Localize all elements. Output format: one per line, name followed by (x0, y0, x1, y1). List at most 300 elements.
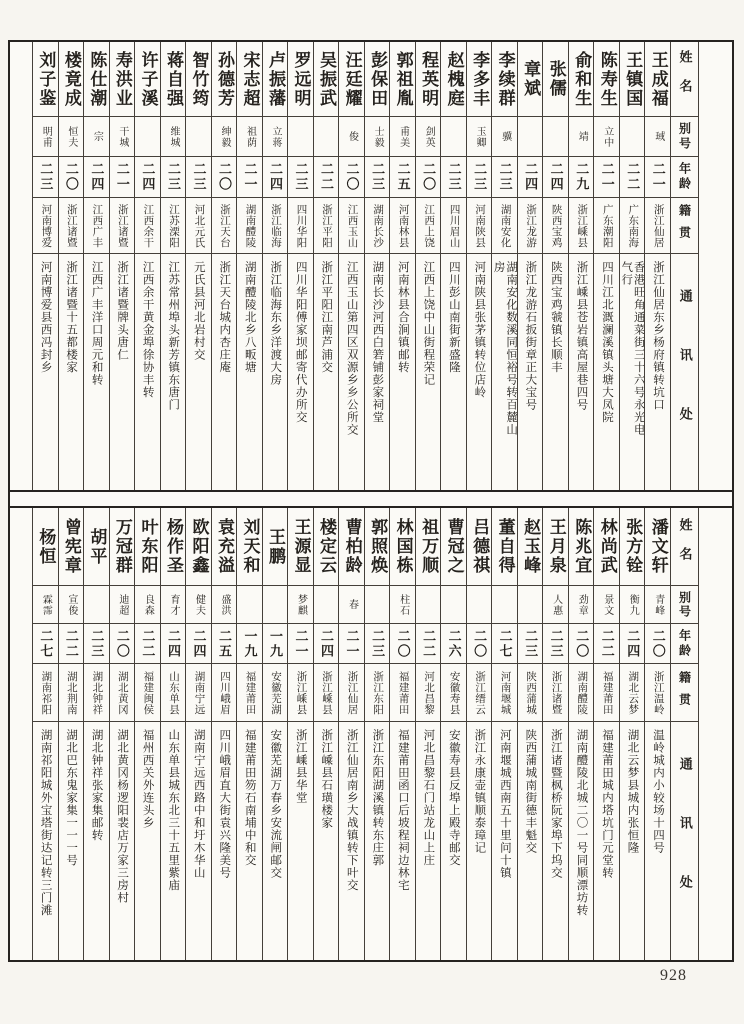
entry-alias: 俊 (346, 131, 358, 142)
entry-age: 二七 (497, 628, 513, 659)
entry-age-cell (33, 624, 58, 664)
entry-alias-cell (416, 586, 441, 624)
entry-age: 二三 (293, 162, 309, 192)
entry-alias: 青峰 (652, 593, 664, 616)
entry-column (542, 508, 568, 960)
entry-address-cell (467, 722, 492, 960)
entry-age-cell (186, 157, 211, 198)
entry-age: 二一 (344, 628, 360, 659)
entry-name: 王月泉 (546, 518, 566, 575)
header-age-label: 年龄 (677, 162, 692, 192)
entry-name-cell (263, 42, 288, 117)
header-native-place-cell (671, 664, 698, 722)
header-alias-cell (671, 586, 698, 624)
entry-alias-cell (543, 117, 568, 157)
entry-alias-cell (314, 117, 339, 157)
entry-alias: 育才 (167, 593, 179, 616)
entry-age: 二〇 (650, 628, 666, 659)
entry-name: 林尚武 (597, 518, 617, 575)
entry-alias: 衡九 (627, 593, 639, 616)
entry-address-cell (135, 722, 160, 960)
entry-age-cell (543, 157, 568, 198)
entry-age-cell (518, 624, 543, 664)
entry-address: 安徽寿县反埠上殿寺邮交 (447, 729, 460, 867)
entry-age: 二三 (370, 628, 386, 659)
entry-name: 张儒 (546, 60, 566, 98)
entry-age-cell (110, 157, 135, 198)
entry-name: 智竹筠 (189, 50, 209, 108)
entry-name-cell (59, 508, 84, 586)
entry-age-cell (59, 624, 84, 664)
entry-alias-cell (288, 586, 313, 624)
entry-name: 汪廷耀 (342, 50, 362, 108)
entry-address-cell (84, 722, 109, 960)
entry-native-place: 江西上饶 (423, 203, 435, 248)
entry-address: 江苏常州埠头新芳镇东唐门 (167, 261, 180, 411)
entry-address: 四川华阳傅家坝邮寄代办所交 (294, 261, 307, 424)
entry-native-place-cell (84, 664, 109, 722)
entry-alias-cell (339, 586, 364, 624)
entry-address: 福建莆田函口后坡程祠边林宅 (396, 729, 409, 892)
entry-address: 江西余干黄金埠徐协丰转 (141, 261, 154, 399)
entry-age: 二七 (38, 628, 54, 659)
entry-alias-cell (161, 586, 186, 624)
entry-address-cell (263, 722, 288, 960)
entry-address-cell (492, 722, 517, 960)
entry-address: 浙江永康壶镇顺泰璋记 (473, 729, 486, 854)
entry-address: 湖南安化数溪同恒裕号转百麓山房 (492, 261, 517, 436)
entry-alias-cell (84, 586, 109, 624)
entry-address-cell (59, 254, 84, 490)
header-age-cell (671, 624, 698, 664)
entry-column (134, 42, 160, 490)
entry-alias-cell (441, 586, 466, 624)
entry-name: 楼定云 (317, 518, 337, 575)
entry-native-place: 湖北黄冈 (116, 670, 128, 715)
entry-age: 二〇 (344, 162, 360, 192)
entry-alias-cell (416, 117, 441, 157)
entry-age-cell (237, 624, 262, 664)
entry-column (466, 508, 492, 960)
entry-alias: 梦麒 (295, 593, 307, 616)
entry-alias: 柱石 (397, 593, 409, 616)
entry-alias-cell (441, 117, 466, 157)
entry-name-cell (416, 42, 441, 117)
entry-alias: 盛洪 (218, 593, 230, 616)
entry-native-place: 江苏溧阳 (167, 203, 179, 248)
entry-name: 蒋自强 (163, 50, 183, 108)
entry-address-cell (212, 722, 237, 960)
entry-name: 张方铨 (623, 518, 643, 575)
entry-native-place-cell (339, 664, 364, 722)
entry-alias: 维城 (167, 125, 179, 148)
entry-column (593, 508, 619, 960)
entry-age: 二一 (114, 162, 130, 192)
entry-column (160, 42, 186, 490)
entry-age-cell (492, 624, 517, 664)
entry-name: 杨恒 (36, 527, 56, 566)
entry-native-place: 浙江仙居 (346, 670, 358, 715)
entry-alias: 立中 (601, 125, 613, 148)
entry-column (389, 42, 415, 490)
entry-address: 湖南宁远西路中和圩木华山 (192, 729, 205, 879)
entry-name: 楼竟成 (61, 50, 81, 108)
entry-alias: 绅毅 (218, 125, 230, 148)
entry-address: 河南陕县张茅镇转位店岭 (473, 261, 486, 399)
entry-alias-cell (365, 117, 390, 157)
entry-column (160, 508, 186, 960)
entry-name: 俞和生 (572, 50, 592, 108)
entry-address: 山东单县城东北三十五里紫庙 (167, 729, 180, 892)
entry-alias-cell (84, 117, 109, 157)
entry-age: 二〇 (63, 162, 79, 192)
entry-age: 二三 (497, 162, 513, 192)
entry-age: 二四 (140, 162, 156, 192)
entry-address-cell (110, 722, 135, 960)
entry-address-cell (288, 254, 313, 490)
entry-age-cell (620, 157, 645, 198)
entry-native-place-cell (212, 198, 237, 254)
entry-native-place: 湖北荆南 (65, 670, 77, 715)
entry-address: 河北昌黎石门站龙山上庄 (422, 729, 435, 867)
entry-alias-cell (569, 117, 594, 157)
entry-name-cell (569, 42, 594, 117)
header-age-label: 年龄 (677, 628, 692, 659)
entry-address: 浙江临海东乡洋渡大房 (269, 261, 282, 386)
entry-alias: 靖 (576, 131, 588, 142)
entry-column (211, 508, 237, 960)
entry-address-cell (594, 722, 619, 960)
entry-age: 二一 (242, 162, 258, 192)
entry-name-cell (492, 508, 517, 586)
entry-alias-cell (237, 586, 262, 624)
entry-native-place-cell (492, 664, 517, 722)
entry-age: 二四 (89, 162, 105, 192)
entry-name-cell (594, 508, 619, 586)
entry-native-place-cell (339, 198, 364, 254)
entry-native-place: 浙江诸暨 (65, 203, 77, 248)
entry-alias-cell (314, 586, 339, 624)
entry-name: 曹柏龄 (342, 518, 362, 575)
entry-native-place: 江西广丰 (91, 203, 103, 248)
entry-address-cell (645, 254, 670, 490)
entry-age: 二〇 (395, 628, 411, 659)
entry-native-place-cell (569, 198, 594, 254)
entry-name-cell (237, 508, 262, 586)
entry-age: 二四 (191, 628, 207, 659)
entry-age: 二一 (599, 162, 615, 192)
entry-age-cell (263, 157, 288, 198)
page-number: 928 (660, 967, 687, 984)
entry-alias-cell (135, 586, 160, 624)
entry-age: 二三 (191, 162, 207, 192)
entry-age-cell (365, 157, 390, 198)
entry-native-place-cell (518, 664, 543, 722)
entry-address-cell (390, 254, 415, 490)
entry-alias-cell (33, 117, 58, 157)
entry-column (568, 508, 594, 960)
entry-address-cell (620, 722, 645, 960)
entry-native-place-cell (186, 198, 211, 254)
entry-name: 吴振武 (317, 50, 337, 108)
entry-age-cell (212, 624, 237, 664)
entry-native-place: 浙江嵊县 (295, 670, 307, 715)
entry-name-cell (263, 508, 288, 586)
entry-age-cell (492, 157, 517, 198)
entry-address-cell (543, 722, 568, 960)
entry-age: 二四 (625, 628, 641, 659)
entry-alias: 明甫 (40, 125, 52, 148)
entry-column (389, 508, 415, 960)
entry-name: 孙德芳 (214, 50, 234, 108)
entry-name: 陈寿生 (597, 50, 617, 108)
entry-age-cell (467, 157, 492, 198)
entry-name-cell (186, 508, 211, 586)
entry-alias-cell (339, 117, 364, 157)
entry-native-place: 浙江天台 (218, 203, 230, 248)
entry-age: 二四 (548, 162, 564, 192)
entry-native-place-cell (518, 198, 543, 254)
entry-address-cell (314, 254, 339, 490)
entry-native-place: 浙江临海 (270, 203, 281, 248)
entry-alias: 甫美 (397, 125, 409, 148)
entry-native-place: 河南博爱 (40, 203, 52, 248)
entry-address-cell (135, 254, 160, 490)
entry-native-place-cell (594, 664, 619, 722)
entry-address-cell (161, 722, 186, 960)
entry-address: 福州西关外连头乡 (141, 729, 154, 829)
entry-name: 郭祖胤 (393, 50, 413, 108)
entry-name-cell (441, 508, 466, 586)
entry-age-cell (645, 157, 670, 198)
entry-column (542, 42, 568, 490)
entry-address-cell (518, 254, 543, 490)
entry-alias-cell (110, 117, 135, 157)
entry-name: 欧阳鑫 (189, 518, 209, 575)
entry-alias-cell (288, 117, 313, 157)
entry-name: 曾宪章 (61, 518, 81, 575)
entry-age: 二三 (38, 162, 54, 192)
entry-column (262, 508, 288, 960)
entry-native-place: 浙江诸暨 (116, 203, 128, 248)
entry-address: 浙江仙居南乡大战镇转下叶交 (345, 729, 358, 892)
entry-native-place: 福建莆田 (244, 670, 256, 715)
entry-age-cell (620, 624, 645, 664)
entry-native-place-cell (620, 198, 645, 254)
entry-name-cell (161, 508, 186, 586)
entry-age: 二三 (472, 162, 488, 192)
entry-alias-cell (186, 586, 211, 624)
entry-alias-cell (365, 586, 390, 624)
entry-native-place-cell (263, 664, 288, 722)
entry-age-cell (441, 157, 466, 198)
entry-age: 二二 (319, 162, 335, 192)
entry-name-cell (594, 42, 619, 117)
entry-address: 香港旺角通菜街三十六号永光电气行 (620, 261, 645, 436)
entry-address-cell (441, 722, 466, 960)
entry-native-place-cell (288, 198, 313, 254)
entry-column (185, 42, 211, 490)
header-column (670, 508, 698, 960)
entry-age-cell (288, 157, 313, 198)
entry-native-place-cell (467, 664, 492, 722)
entry-address-cell (416, 254, 441, 490)
entry-address-cell (59, 722, 84, 960)
entry-address-cell (263, 254, 288, 490)
entry-name: 胡平 (87, 527, 107, 566)
entry-age-cell (339, 157, 364, 198)
entry-native-place-cell (365, 664, 390, 722)
entry-native-place: 陕西蒲城 (525, 670, 537, 715)
entry-address: 湖南醴陵北乡八畈塘 (243, 261, 256, 374)
entry-name-cell (237, 42, 262, 117)
entry-name-cell (288, 508, 313, 586)
entry-address-cell (390, 722, 415, 960)
entry-native-place-cell (594, 198, 619, 254)
entry-alias-cell (161, 117, 186, 157)
entry-native-place: 河南陕县 (474, 203, 486, 248)
entry-age-cell (339, 624, 364, 664)
entry-alias: 骥 (499, 131, 511, 142)
entry-alias-cell (543, 586, 568, 624)
entry-column (211, 42, 237, 490)
entry-name: 刘子鉴 (36, 50, 56, 108)
entry-name-cell (212, 42, 237, 117)
entry-column (644, 508, 670, 960)
entry-address: 湖北钟祥张家集邮转 (90, 729, 103, 842)
entry-native-place-cell (645, 198, 670, 254)
entry-age-cell (84, 157, 109, 198)
entry-age: 二二 (625, 162, 641, 192)
entry-name-cell (390, 508, 415, 586)
entry-name: 王成福 (648, 50, 668, 108)
entry-alias-cell (492, 586, 517, 624)
entry-native-place-cell (441, 664, 466, 722)
entry-column (364, 42, 390, 490)
entry-name-cell (620, 508, 645, 586)
entry-native-place-cell (492, 198, 517, 254)
entry-name-cell (186, 42, 211, 117)
entry-age: 二三 (89, 628, 105, 659)
entry-native-place: 河北昌黎 (423, 670, 435, 715)
entry-native-place: 浙江嵊县 (576, 203, 588, 248)
entry-age: 二九 (574, 162, 590, 192)
entry-native-place: 江西玉山 (346, 203, 358, 248)
entry-age-cell (135, 624, 160, 664)
entry-age: 二四 (165, 628, 181, 659)
entry-alias: 景文 (601, 593, 613, 616)
entry-address: 湖南祁阳城外宝塔街达记转三门滩 (39, 729, 52, 917)
entry-address: 河南林县合涧镇邮转 (396, 261, 409, 374)
blank-margin-column-left (10, 508, 32, 960)
entry-name: 万冠群 (112, 518, 132, 575)
entry-native-place: 湖北钟祥 (91, 670, 103, 715)
entry-address: 浙江龙游石扳街章正大宝号 (524, 261, 537, 411)
entry-age: 二三 (548, 628, 564, 659)
entry-address: 浙江平阳江南芦浦交 (320, 261, 333, 374)
entry-column (83, 42, 109, 490)
entry-age: 二六 (446, 628, 462, 659)
entry-name: 赵玉峰 (521, 518, 541, 575)
entry-column (338, 42, 364, 490)
entry-address: 元氏县河北岩村交 (192, 261, 205, 361)
entry-name: 李多丰 (470, 50, 490, 108)
entry-name-cell (288, 42, 313, 117)
entry-native-place-cell (390, 664, 415, 722)
entry-address: 浙江诸暨枫桥阮家埠下坞交 (549, 729, 562, 879)
entry-name-cell (33, 42, 58, 117)
entry-native-place-cell (84, 198, 109, 254)
entry-native-place: 浙江温岭 (652, 670, 664, 715)
entry-alias-cell (492, 117, 517, 157)
entry-age-cell (569, 624, 594, 664)
entry-native-place: 河南堰城 (499, 670, 511, 715)
entry-name-cell (110, 42, 135, 117)
entry-address: 福建莆田城内塔坑门元堂转 (600, 729, 613, 879)
entry-native-place: 湖北云梦 (627, 670, 639, 715)
entry-age-cell (84, 624, 109, 664)
entry-address: 浙江嵊县石璜楼家 (320, 729, 333, 829)
entry-alias-cell (594, 586, 619, 624)
entry-address-cell (492, 254, 517, 490)
entry-alias: 人惠 (550, 593, 562, 616)
entry-name: 陈兆宜 (572, 518, 592, 575)
entry-native-place-cell (467, 198, 492, 254)
header-alias-label: 别号 (677, 590, 692, 619)
header-address-cell (671, 722, 698, 960)
entry-address-cell (288, 722, 313, 960)
entry-age-cell (594, 624, 619, 664)
entry-address-cell (620, 254, 645, 490)
entry-name: 董自得 (495, 518, 515, 575)
entry-name-cell (518, 42, 543, 117)
entry-age-cell (59, 157, 84, 198)
entry-native-place-cell (59, 198, 84, 254)
roster-table-bottom (10, 506, 732, 960)
entry-name: 罗远明 (291, 50, 311, 108)
entry-alias-cell (620, 117, 645, 157)
entry-native-place: 湖南长沙 (372, 203, 384, 248)
entry-native-place: 浙江仙居 (652, 203, 664, 248)
entry-age: 二四 (319, 628, 335, 659)
entry-address: 浙江诸暨牌头唐仁 (116, 261, 129, 361)
entry-native-place-cell (237, 198, 262, 254)
entry-name-cell (365, 42, 390, 117)
entry-alias: 士毅 (372, 125, 384, 148)
entry-alias-cell (390, 586, 415, 624)
entry-native-place-cell (441, 198, 466, 254)
entry-alias-cell (620, 586, 645, 624)
entry-native-place: 安徽芜湖 (270, 670, 281, 715)
entry-alias: 立蒋 (270, 125, 281, 148)
entry-age-cell (314, 157, 339, 198)
entry-address-cell (365, 254, 390, 490)
entry-column (364, 508, 390, 960)
entry-native-place-cell (110, 664, 135, 722)
entry-age-cell (390, 157, 415, 198)
entry-name: 潘文轩 (648, 518, 668, 575)
entry-name-cell (467, 42, 492, 117)
entry-native-place-cell (161, 664, 186, 722)
entry-name: 杨作圣 (163, 518, 183, 575)
entry-alias: 祖荫 (244, 125, 256, 148)
entry-name: 王源显 (291, 518, 311, 575)
entry-native-place: 江西余干 (142, 203, 154, 248)
entry-column (185, 508, 211, 960)
entry-name-cell (620, 42, 645, 117)
entry-name-cell (135, 508, 160, 586)
entry-age: 二〇 (574, 628, 590, 659)
